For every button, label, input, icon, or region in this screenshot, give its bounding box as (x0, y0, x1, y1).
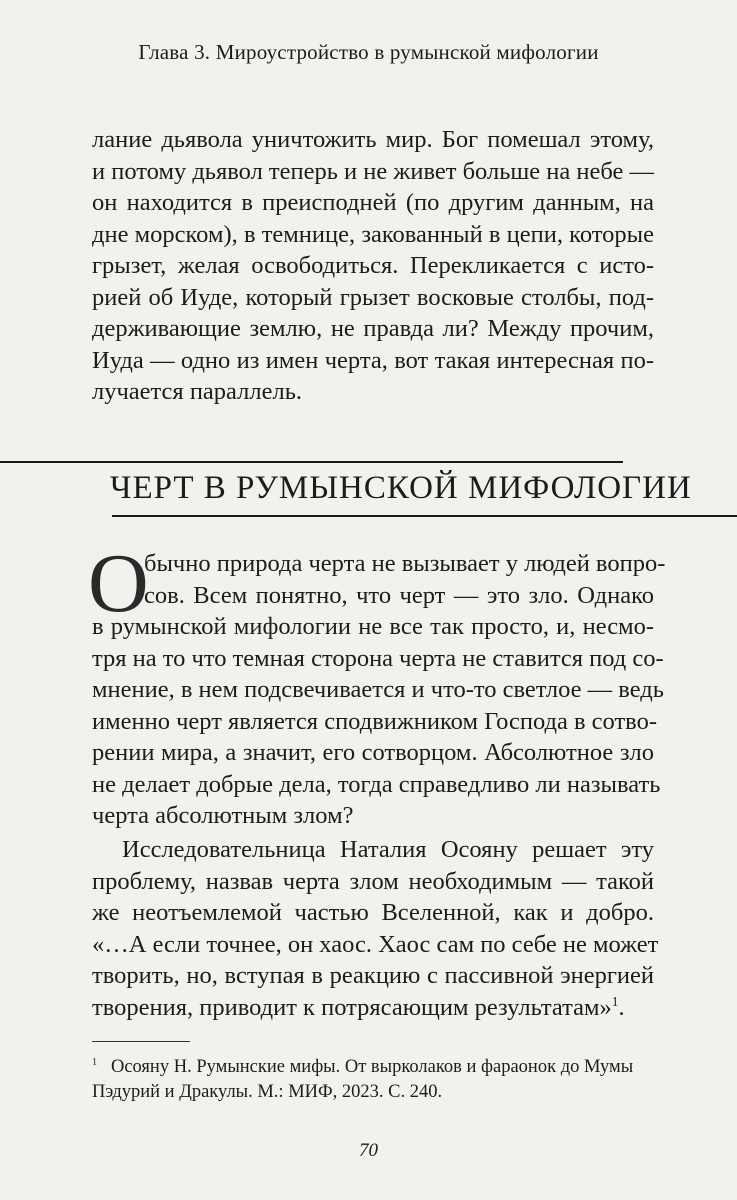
section-rule-bottom (112, 515, 737, 517)
text-line: именно черт является сподвижником Господа в сотво- (92, 707, 657, 735)
footnote-rule (92, 1041, 190, 1042)
text-line: рении мира, а значит, его сотворцом. Абсолютное зло (92, 739, 654, 766)
text-line: лание дьявола уничтожить мир. Бог помешал этому, (92, 126, 654, 153)
footnote (92, 1055, 654, 1105)
section-rule-top (0, 461, 623, 463)
drop-cap: О (88, 537, 149, 630)
text-line: держивающие землю, не правда ли? Между прочим, (92, 315, 654, 342)
footnote-text: Пэдурий и Дракулы. М.: МИФ, 2023. С. 240. (92, 1082, 443, 1102)
footnote-reference[interactable]: 1 (611, 993, 619, 1009)
text-line: и потому дьявол теперь и не живет больше на небе — (92, 157, 654, 185)
paragraph-quote (92, 834, 659, 1023)
section-title: ЧЕРТ В РУМЫНСКОЙ МИФОЛОГИИ (110, 470, 692, 506)
footnote-mark: 1 (92, 1056, 98, 1068)
running-head: Глава 3. Мироустройство в румынской мифологии (138, 40, 599, 64)
paragraph-continued (92, 124, 654, 408)
paragraph-intro (92, 611, 664, 832)
text-line: Исследовательница Наталия Осояну решает эту (122, 836, 654, 863)
text-line: грызет, желая освободиться. Перекликается с исто- (92, 252, 654, 279)
text-line: Иуда — одно из имен черта, вот такая интересная по- (92, 346, 654, 374)
text-line: дне морском), в темнице, закованный в цепи, которые (92, 220, 654, 248)
text-line: черта абсолютным злом? (92, 802, 354, 829)
text-line-with-footnote: творения, приводит к потрясающим результатам»$^1$. (92, 993, 625, 1021)
text-line: рией об Иуде, который грызет восковые столбы, под- (92, 283, 654, 311)
text-line: в румынской мифологии не все так просто, и, несмо- (92, 613, 654, 640)
page-number: 70 (359, 1140, 378, 1161)
text-line: лучается параллель. (92, 378, 302, 405)
text-line: мнение, в нем подсвечивается и что-то светлое — ведь (92, 676, 664, 703)
text-line: проблему, назвав черта злом необходимым — такой (92, 867, 654, 895)
text-line: же неотъемлемой частью Вселенной, как и добро. (92, 899, 654, 926)
text-line: творения, приводит к потрясающим результатам» (92, 993, 612, 1021)
text-line: сов. Всем понятно, что черт — это зло. Однако (144, 581, 654, 609)
text-line: не делает добрые дела, тогда справедливо ли называть (92, 770, 661, 798)
text-line: тря на то что темная сторона черта не ставится под со- (92, 644, 664, 672)
footnote-text: Осояну Н. Румынские мифы. От вырколаков и фараонок до Мумы (110, 1057, 634, 1077)
text-line: он находится в преисподней (по другим данным, на (92, 189, 654, 216)
text-line: творить, но, вступая в реакцию с пассивной энергией (92, 962, 654, 989)
paragraph-intro-dropcap-lines (144, 548, 666, 611)
text-line: бычно природа черта не вызывает у людей вопро- (144, 550, 666, 577)
text-line: «…А если точнее, он хаос. Хаос сам по себе не может (92, 930, 659, 958)
